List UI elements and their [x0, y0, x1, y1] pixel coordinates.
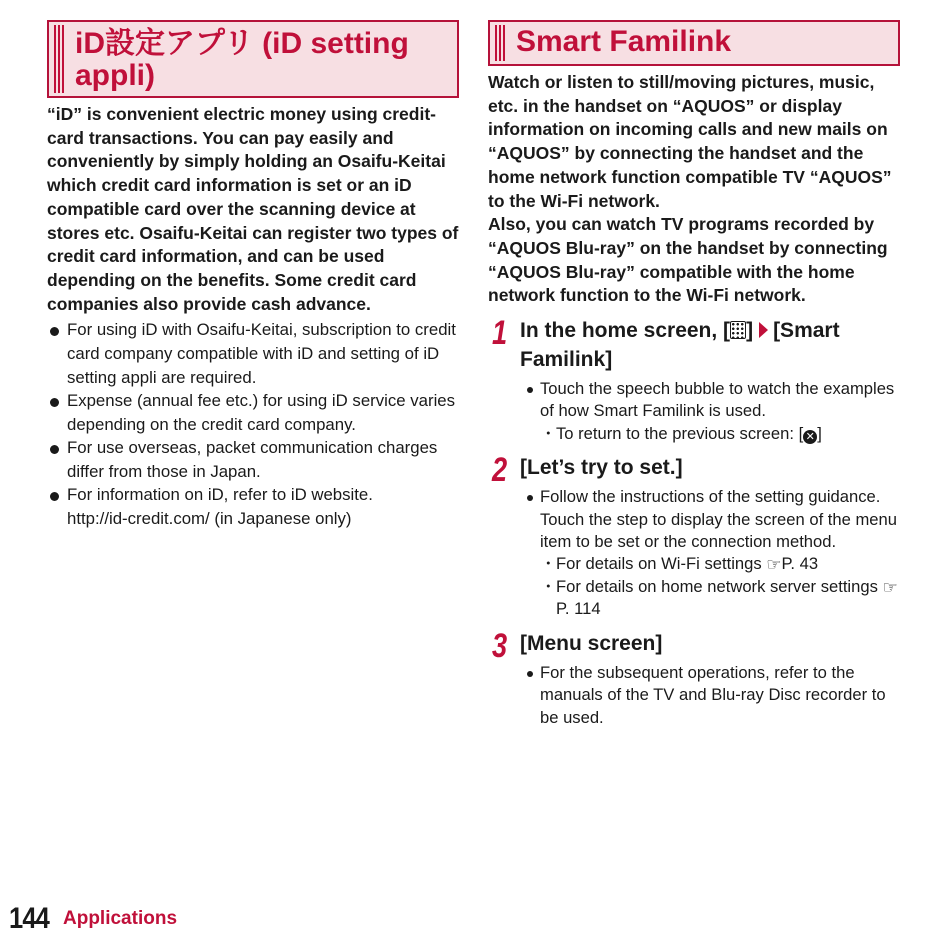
step-heading: [Menu screen] [520, 631, 663, 655]
step-bullet: Touch the speech bubble to watch the examples of how Smart Familink is used. [524, 378, 900, 423]
id-website-link[interactable]: http://id-credit.com/ (in Japanese only) [67, 509, 352, 529]
section-title-smart-familink [488, 20, 900, 66]
step-2 [488, 453, 900, 620]
step-sub-bullet: ・ To return to the previous screen: [ ✕ ] [524, 423, 900, 445]
familink-description-2: Also, you can watch TV programs recorded by “AQUOS Blu-ray” on the handset by connecting “AQUOS Blu-ray” compatible with the home network function to the Wi-Fi network. [488, 214, 888, 306]
section-title-id-setting [47, 20, 459, 98]
step-bullet: For the subsequent operations, refer to the manuals of the TV and Blu-ray Disc recorder to be used. [524, 662, 900, 729]
step-heading: [Let’s try to set.] [520, 456, 683, 480]
close-icon: ✕ [803, 430, 817, 444]
footer-section-label: Applications [63, 908, 178, 929]
reference-hand-icon: ☞ [766, 555, 782, 575]
section-title-text: iD設定アプリ (iD setting appli) [75, 27, 409, 92]
bullet-icon [50, 492, 59, 501]
sub-bullet-icon: ・ [540, 423, 557, 443]
step-number: 2 [492, 451, 508, 490]
step-body [524, 486, 900, 620]
familink-description-1: Watch or listen to still/moving pictures, music, etc. in the handset on “AQUOS” or display information on incoming calls and new mails on “AQUOS” by connecting the handset and the home network function compatible TV “AQUOS” to the Wi-Fi network. [488, 72, 892, 211]
step-body [524, 662, 900, 729]
step-sub-bullet: ・ For details on Wi-Fi settings ☞P. 43 [540, 554, 819, 575]
list-item-text: For use overseas, packet communication charges differ from those in Japan. [67, 438, 438, 481]
id-description: “iD” is convenient electric money using credit-card transactions. You can pay easily and conveniently by simply holding an Osaifu-Keitai which credit card information is set or an iD compatible card over the scanning device at stores etc. Osaifu-Keitai can register two types of credit card information, and can be used depending on the benefits. Some credit card companies also provide cash advance. [47, 104, 459, 314]
step-3 [488, 626, 900, 729]
list-item-text: For using iD with Osaifu-Keitai, subscription to credit card company compatible with iD and setting of iD setting appli are required. [67, 320, 456, 387]
page-footer [9, 902, 178, 936]
list-item [47, 318, 459, 389]
list-item [47, 436, 459, 483]
page-number: 144 [9, 902, 50, 935]
step-number: 3 [492, 626, 508, 665]
step-body [524, 378, 900, 445]
step-1 [488, 316, 900, 445]
step-sub-bullet: ・ For details on home network server settings ☞P. 114 [540, 576, 898, 619]
reference-hand-icon: ☞ [882, 577, 898, 597]
sub-bullet-icon: ・ [540, 576, 557, 596]
list-item-text: Expense (annual fee etc.) for using iD service varies depending on the credit card company. [67, 391, 456, 434]
arrow-right-icon [759, 322, 768, 338]
section-title-text: Smart Familink [516, 25, 732, 58]
id-notes-list [47, 318, 459, 530]
sub-bullet-icon: ・ [540, 554, 557, 574]
bullet-icon [50, 398, 59, 407]
page-reference-link[interactable]: P. 114 [556, 599, 601, 619]
app-menu-icon [730, 321, 746, 339]
bullet-icon [527, 387, 533, 393]
bullet-icon [50, 327, 59, 336]
step-number: 1 [492, 314, 508, 353]
bullet-icon [50, 445, 59, 454]
list-item [47, 389, 459, 436]
bullet-icon [527, 495, 533, 501]
right-column [488, 20, 900, 729]
step-heading: In the home screen, [ ] [Smart Familink] [520, 319, 840, 372]
bullet-icon [527, 671, 533, 677]
page-reference-link[interactable]: P. 43 [781, 554, 819, 574]
list-item-text: For information on iD, refer to iD website. [67, 485, 373, 505]
step-bullet: Follow the instructions of the setting guidance. Touch the step to display the screen of the menu item to be set or the connection method. [524, 486, 900, 553]
list-item [47, 483, 459, 530]
left-column [47, 20, 459, 531]
